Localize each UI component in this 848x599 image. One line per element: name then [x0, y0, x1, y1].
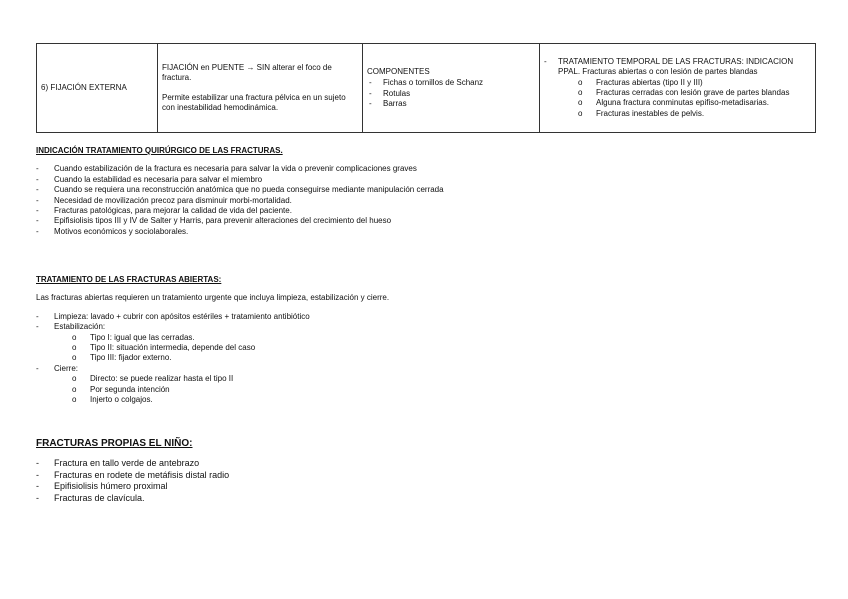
- estabilizacion-label: Estabilización:: [54, 322, 106, 332]
- list-item: - Cuando la estabilidad es necesaria para salvar el miembro: [36, 175, 816, 185]
- list-item: - Necesidad de movilización precoz para disminuir morbi-mortalidad.: [36, 196, 816, 206]
- abiertas-intro: Las fracturas abiertas requieren un tratamiento urgente que incluya limpieza, estabilización y cierre.: [36, 293, 390, 303]
- list-item: - Cuando estabilización de la fractura es necesaria para salvar la vida o prevenir complicaciones graves: [36, 164, 816, 174]
- cierre-sublist: [54, 374, 816, 405]
- list-item: - Epifisiolisis húmero proximal: [36, 481, 816, 493]
- components-cell: [363, 44, 540, 133]
- indication-head: - TRATAMIENTO TEMPORAL DE LAS FRACTURAS: INDICACION PPAL. Fracturas abiertas o con lesión de partes blandas: [544, 57, 811, 78]
- indication-cell: [540, 44, 816, 133]
- row-label: 6) FIJACIÓN EXTERNA: [41, 82, 127, 92]
- list-item: - Fracturas patológicas, para mejorar la calidad de vida del paciente.: [36, 206, 816, 216]
- list-item: - Fracturas en rodete de metáfisis distal radio: [36, 470, 816, 482]
- nino-section: [36, 437, 816, 505]
- abiertas-heading: TRATAMIENTO DE LAS FRACTURAS ABIERTAS:: [36, 275, 222, 284]
- description-cell: [158, 44, 363, 133]
- list-item: o Por segunda intención: [72, 385, 816, 395]
- components-title: COMPONENTES: [367, 66, 430, 76]
- estabilizacion-sublist: [54, 333, 816, 364]
- components-list: [367, 78, 535, 109]
- nino-list: [36, 458, 816, 505]
- list-item: - Barras: [367, 99, 535, 109]
- list-item: - Limpieza: lavado + cubrir con apósitos estériles + tratamiento antibiótico: [36, 312, 816, 322]
- abiertas-section: [36, 275, 816, 405]
- nino-heading: FRACTURAS PROPIAS EL NIÑO:: [36, 438, 193, 449]
- indication-list: [544, 78, 811, 120]
- list-item: - Motivos económicos y sociolaborales.: [36, 227, 816, 237]
- list-item: o Fracturas inestables de pelvis.: [578, 109, 811, 119]
- indicacion-section: [36, 146, 816, 237]
- list-item: o Tipo I: igual que las cerradas.: [72, 333, 816, 343]
- list-item: o Tipo III: fijador externo.: [72, 353, 816, 363]
- description-p1: FIJACIÓN en PUENTE → SIN alterar el foco de fractura.: [162, 62, 332, 83]
- list-item: - Fractura en tallo verde de antebrazo: [36, 458, 816, 470]
- table-row: [37, 44, 816, 133]
- description-p2: Permite estabilizar una fractura pélvica en un sujeto con inestabilidad hemodinámica.: [162, 92, 346, 112]
- row-label-cell: [37, 44, 158, 133]
- list-item: - Fichas o tornillos de Schanz: [367, 78, 535, 88]
- list-item: - Cuando se requiera una reconstrucción anatómica que no pueda conseguirse mediante manipulación cerrada: [36, 185, 816, 195]
- list-item: [36, 322, 816, 364]
- cierre-label: Cierre:: [54, 363, 79, 373]
- list-item: o Directo: se puede realizar hasta el tipo II: [72, 374, 816, 384]
- fixation-table: [36, 43, 816, 133]
- list-item: o Alguna fractura conminutas epifiso-metadisarias.: [578, 98, 811, 108]
- indicacion-list: [36, 164, 816, 237]
- list-item: o Tipo II: situación intermedia, depende del caso: [72, 343, 816, 353]
- list-item: o Fracturas cerradas con lesión grave de partes blandas: [578, 88, 811, 98]
- list-item: [36, 364, 816, 406]
- list-item: - Rotulas: [367, 89, 535, 99]
- abiertas-list: [36, 312, 816, 406]
- indicacion-heading: INDICACIÓN TRATAMIENTO QUIRÚRGICO DE LAS FRACTURAS.: [36, 146, 283, 155]
- list-item: o Injerto o colgajos.: [72, 395, 816, 405]
- list-item: - Epifisiolisis tipos III y IV de Salter y Harris, para prevenir alteraciones del crecimiento del hueso: [36, 216, 816, 226]
- list-item: - Fracturas de clavícula.: [36, 493, 816, 505]
- list-item: o Fracturas abiertas (tipo II y III): [578, 78, 811, 88]
